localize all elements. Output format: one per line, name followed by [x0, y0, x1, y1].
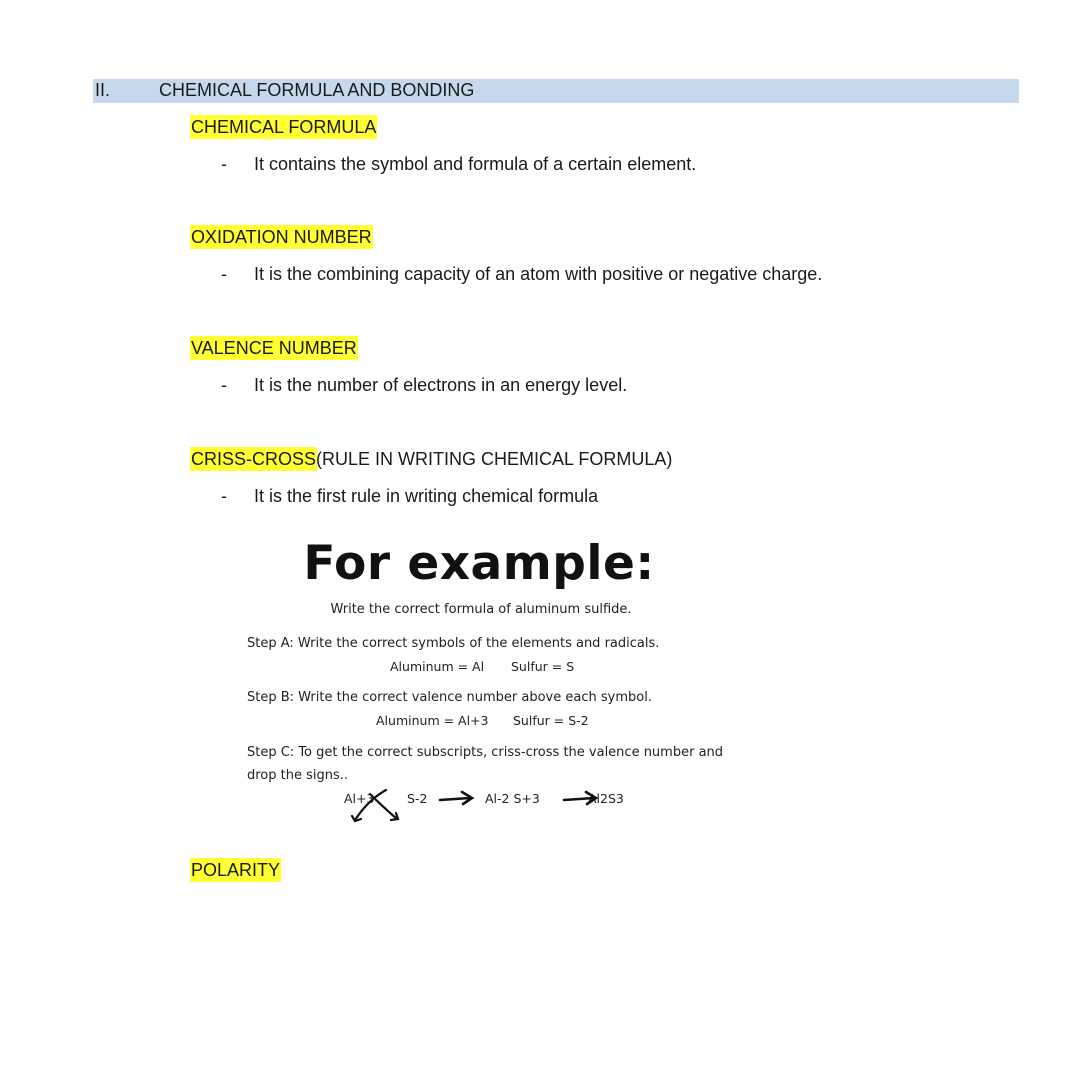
step-b-sulfur: Sulfur = S-2 [513, 713, 589, 728]
heading-oxidation-number: OXIDATION NUMBER [191, 227, 372, 247]
example-prompt: Write the correct formula of aluminum sulfide. [330, 602, 632, 617]
cross-aluminum: Al+3 [344, 791, 375, 806]
right-arrow-icon [564, 792, 596, 804]
bullet-criss-cross: It is the first rule in writing chemical formula [254, 486, 599, 506]
right-arrow-icon [440, 792, 472, 804]
step-b: Step B: Write the correct valence number above each symbol. [247, 690, 652, 705]
criss-cross-icon [352, 790, 398, 821]
bullet-marker: - [221, 486, 227, 506]
bullet-marker: - [221, 375, 227, 395]
result-formula: Al2S3 [588, 791, 624, 806]
heading-criss-cross: CRISS-CROSS [191, 449, 317, 469]
bullet-marker: - [221, 154, 227, 174]
step-a: Step A: Write the correct symbols of the elements and radicals. [247, 636, 660, 651]
section-number: II. [95, 80, 111, 100]
step-c-line1: Step C: To get the correct subscripts, criss-cross the valence number and [247, 745, 724, 760]
swapped-valences: Al-2 S+3 [485, 791, 540, 806]
bullet-marker: - [221, 264, 227, 284]
criss-cross-arrows [190, 528, 768, 850]
step-b-aluminum: Aluminum = Al+3 [376, 713, 489, 728]
step-c-line2: drop the signs.. [247, 768, 349, 783]
section-title: CHEMICAL FORMULA AND BONDING [159, 80, 475, 100]
heading-polarity: POLARITY [191, 860, 281, 880]
example-title: For example: [303, 536, 655, 591]
cross-sulfur: S-2 [407, 791, 428, 806]
bullet-valence-number: It is the number of electrons in an energy level. [254, 375, 628, 395]
step-a-sulfur: Sulfur = S [511, 659, 575, 674]
example-image [190, 528, 768, 850]
heading-chemical-formula: CHEMICAL FORMULA [191, 117, 377, 137]
heading-criss-cross-suffix: (RULE IN WRITING CHEMICAL FORMULA) [316, 449, 673, 469]
bullet-oxidation-number: It is the combining capacity of an atom with positive or negative charge. [254, 264, 823, 284]
step-a-aluminum: Aluminum = Al [390, 659, 485, 674]
bullet-chemical-formula: It contains the symbol and formula of a certain element. [254, 154, 697, 174]
heading-valence-number: VALENCE NUMBER [191, 338, 357, 358]
